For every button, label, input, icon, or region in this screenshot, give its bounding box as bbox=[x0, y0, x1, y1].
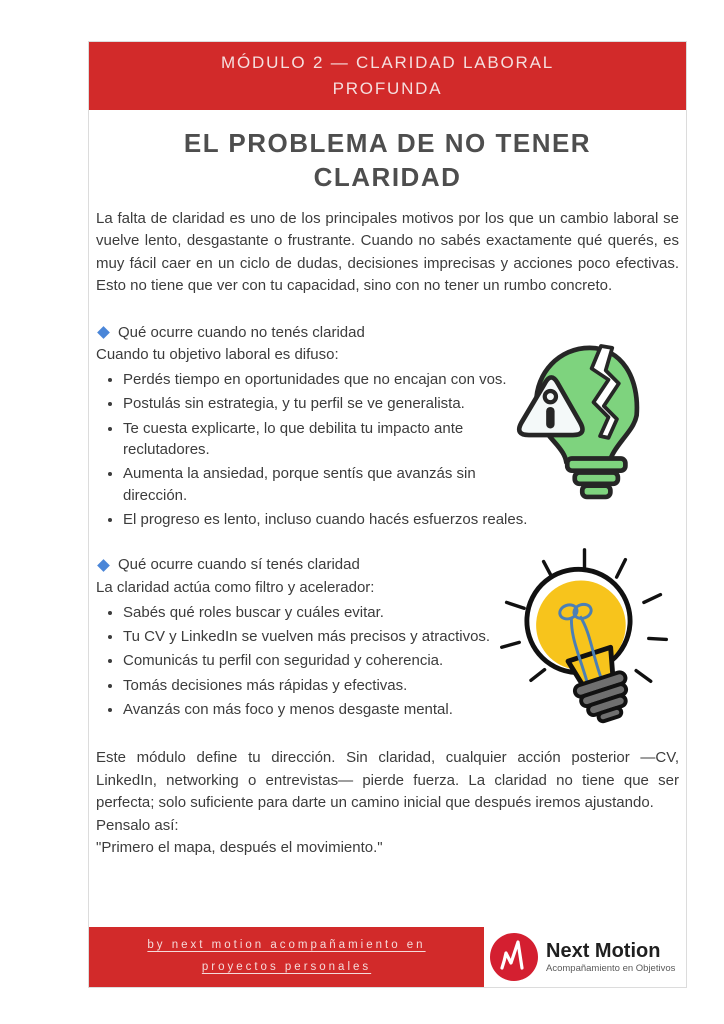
list-item: • Postulás sin estrategia, y tu perfil se ve generalista. bbox=[123, 393, 528, 414]
bullet-list bbox=[96, 369, 528, 530]
list-item: • Te cuesta explicarte, lo que debilita tu impacto ante reclutadores. bbox=[123, 418, 528, 461]
list-item: • El progreso es lento, incluso cuando hacés esfuerzos reales. bbox=[123, 509, 528, 530]
list-item: • Tomás decisiones más rápidas y efectivas. bbox=[123, 675, 528, 696]
closing-paragraph: Este módulo define tu dirección. Sin claridad, cualquier acción posterior —CV, LinkedIn, networking o entrevistas— pierde fuerza. La claridad no tiene que ser perfecta; solo suficiente para darte un camino inicial que después iremos ajustando. bbox=[96, 749, 679, 812]
logo-tagline: Acompañamiento en Objetivos bbox=[546, 962, 676, 974]
page-title-line1: EL PROBLEMA DE NO TENER bbox=[183, 128, 592, 158]
idea-lightbulb-icon bbox=[492, 542, 677, 732]
closing-line: Pensalo así: bbox=[96, 816, 179, 834]
next-motion-logo-icon bbox=[490, 933, 538, 981]
section-lead: Cuando tu objetivo laboral es difuso: bbox=[96, 346, 339, 364]
bullet-list bbox=[96, 602, 528, 720]
broken-lightbulb-illustration bbox=[511, 338, 661, 508]
module-header-banner bbox=[89, 42, 686, 110]
list-item: • Avanzás con más foco y menos desgaste mental. bbox=[123, 699, 528, 720]
footer-credit-line1: by next motion acompañamiento en bbox=[147, 939, 426, 952]
closing-quote: "Primero el mapa, después el movimiento." bbox=[96, 839, 383, 857]
module-header-line2: PROFUNDA bbox=[332, 79, 443, 98]
section-heading: Qué ocurre cuando no tenés claridad bbox=[118, 323, 365, 341]
page-footer bbox=[89, 927, 686, 987]
page-title-line2: CLARIDAD bbox=[313, 162, 462, 193]
list-item: • Comunicás tu perfil con seguridad y coherencia. bbox=[123, 650, 528, 671]
section-heading: Qué ocurre cuando sí tenés claridad bbox=[118, 556, 360, 574]
diamond-bullet-icon bbox=[97, 559, 110, 572]
logo-text-block bbox=[546, 941, 675, 974]
section-lead: La claridad actúa como filtro y acelerador: bbox=[96, 578, 375, 596]
list-item: • Tu CV y LinkedIn se vuelven más precisos y atractivos. bbox=[123, 626, 528, 647]
section-si-claridad bbox=[96, 554, 679, 720]
list-item: • Aumenta la ansiedad, porque sentís que avanzás sin dirección. bbox=[123, 463, 528, 506]
list-item: • Perdés tiempo en oportunidades que no encajan con vos. bbox=[123, 369, 528, 390]
diamond-bullet-icon bbox=[97, 326, 110, 339]
module-header-line1: MÓDULO 2 — CLARIDAD LABORAL bbox=[221, 52, 554, 72]
intro-paragraph: La falta de claridad es uno de los principales motivos por los que un cambio laboral se vuelve lento, desgastante o frustrante. Cuando no sabés exactamente qué querés, es muy fácil caer en un ciclo de dudas, decisiones imprecisas y acciones poco efectivas. Esto no tiene que ver con tu capacidad, sino con no tener un rumbo concreto. bbox=[96, 209, 679, 295]
page-frame bbox=[88, 41, 687, 988]
logo-wordmark: Next Motion bbox=[546, 939, 661, 962]
footer-credit-link[interactable] bbox=[89, 927, 484, 987]
next-motion-logo bbox=[490, 933, 675, 981]
broken-lightbulb-icon bbox=[511, 338, 661, 504]
idea-lightbulb-illustration bbox=[492, 542, 677, 736]
list-item: • Sabés qué roles buscar y cuáles evitar. bbox=[123, 602, 528, 623]
footer-credit-line2: proyectos personales bbox=[201, 961, 372, 973]
page-title bbox=[89, 126, 686, 195]
section-no-claridad bbox=[96, 322, 679, 531]
